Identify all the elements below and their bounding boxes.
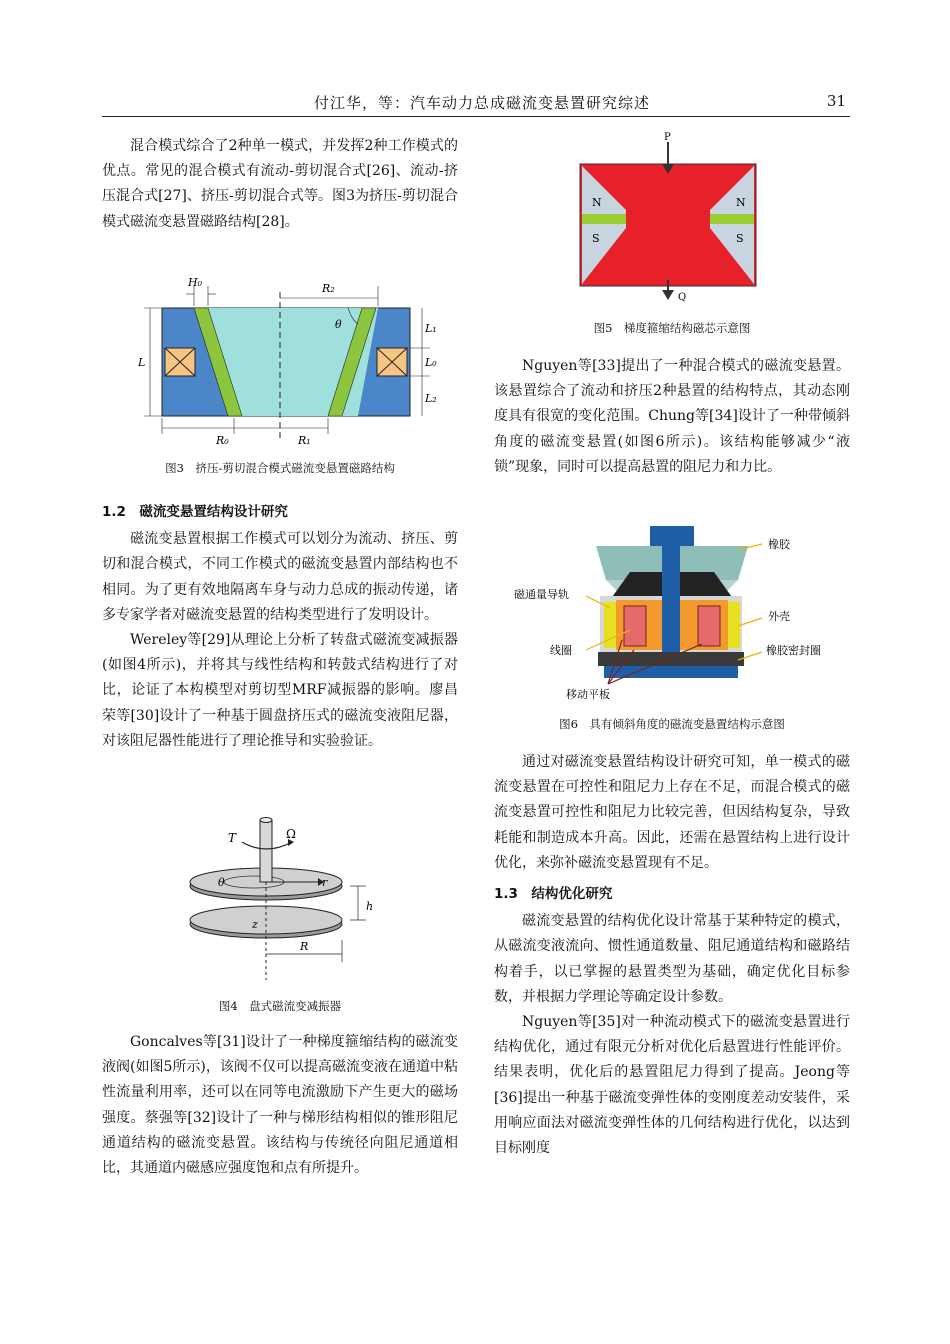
label-t: T: [228, 831, 237, 845]
paragraph: 磁流变悬置的结构优化设计常基于某种特定的模式，从磁流变液流向、惯性通道数量、阻尼通道结构和磁路结构着手，以已掌握的悬置类型为基础，确定优化目标参数，并根据力学理论等确定设计参数。: [494, 913, 850, 1005]
label-z: z: [252, 918, 258, 931]
left-column-top: [102, 134, 458, 235]
right-column-top: [494, 354, 850, 480]
running-title: 付江华，等：汽车动力总成磁流变悬置研究综述: [314, 94, 651, 112]
paragraph: 混合模式综合了2种单一模式，并发挥2种工作模式的优点。常见的混合模式有流动-剪切混合式[26]、流动-挤压混合式[27]、挤压-剪切混合式等。图3为挤压-剪切混合模式磁流变悬置磁路结构[28]。: [102, 138, 458, 230]
figure-6: [512, 522, 832, 708]
figure-4: [182, 812, 382, 982]
label-l1: L₁: [425, 322, 437, 335]
paragraph: Nguyen等[33]提出了一种混合模式的磁流变悬置。该悬置综合了流动和挤压2种悬置的结构特点，其动态刚度具有很宽的变化范围。Chung等[34]设计了一种带倾斜角度的磁流变悬置(如图6所示)。该结构能够减少“液锁”现象，同时可以提高悬置的阻尼力和力比。: [494, 358, 850, 475]
label-theta: θ: [218, 876, 225, 889]
label-rubber: 橡胶: [768, 538, 790, 551]
label-shell: 外壳: [768, 610, 790, 623]
label-h: h: [366, 900, 374, 913]
page-number: 31: [826, 92, 846, 110]
label-q: Q: [678, 292, 687, 303]
label-r0: R₀: [216, 434, 229, 447]
label-l0: L₀: [425, 356, 437, 369]
label-theta: θ: [335, 318, 342, 331]
label-coil: 线圈: [550, 644, 572, 657]
figure-5-caption: 图5 梯度箍缩结构磁芯示意图: [593, 321, 751, 335]
figure-3-caption: 图3 挤压-剪切混合模式磁流变悬置磁路结构: [165, 461, 395, 475]
section-heading: 1.3 结构优化研究: [494, 886, 613, 903]
label-flux-guide: 磁通量导轨: [514, 588, 569, 601]
paragraph: Goncalves等[31]设计了一种梯度箍缩结构的磁流变液阀(如图5所示)，该阀不仅可以提高磁流变液在通道中粘性流量利用率，还可以在同等电流激励下产生更大的磁场强度。蔡强等[32]设计了一种与梯形结构相似的锥形阻尼通道结构的磁流变悬置。该结构与传统径向阻尼通道相比，其通道内磁感应强度饱和点有所提升。: [102, 1034, 458, 1177]
label-r1: R₁: [298, 434, 311, 447]
label-h0: H₀: [188, 276, 203, 289]
label-r2: R₂: [322, 282, 335, 295]
label-omega: Ω: [286, 827, 296, 841]
left-column-bottom: [102, 1030, 458, 1181]
right-column-bottom: [494, 750, 850, 1161]
figure-5: [578, 130, 758, 306]
label-rubber-seal: 橡胶密封圈: [766, 644, 821, 657]
label-l2: L₂: [425, 392, 437, 405]
figure-4-caption: 图4 盘式磁流变减振器: [218, 999, 342, 1013]
label-n-right: N: [736, 196, 746, 209]
label-n-left: N: [592, 196, 602, 209]
label-l: L: [138, 356, 146, 369]
label-s-left: S: [592, 232, 600, 245]
paragraph: 通过对磁流变悬置结构设计研究可知，单一模式的磁流变悬置在可控性和阻尼力上存在不足，而混合模式的磁流变悬置可控性和阻尼力比较完善，但因结构复杂，导致耗能和制造成本升高。因此，还需在悬置结构上进行设计优化，来弥补磁流变悬置现有不足。: [494, 754, 850, 871]
label-moving-plate: 移动平板: [566, 688, 610, 701]
paragraph: Nguyen等[35]对一种流动模式下的磁流变悬置进行结构优化，通过有限元分析对优化后悬置进行性能评价。结果表明，优化后的悬置阻尼力得到了提高。Jeong等[36]提出一种基于磁流变弹性体的变刚度差动安装件，采用响应面法对磁流变弹性体的几何结构进行优化，以达到目标刚度: [494, 1014, 850, 1157]
paragraph: 磁流变悬置根据工作模式可以划分为流动、挤压、剪切和混合模式，不同工作模式的磁流变悬置内部结构也不相同。为了更有效地隔离车身与动力总成的振动传递，诸多专家学者对磁流变悬置的结构类型进行了发明设计。: [102, 531, 458, 623]
running-header: [102, 90, 850, 117]
label-r: r: [322, 876, 328, 889]
label-s-right: S: [736, 232, 744, 245]
figure-3: [130, 272, 450, 450]
label-p: P: [664, 132, 671, 143]
label-big-r: R: [300, 940, 309, 953]
paragraph: Wereley等[29]从理论上分析了转盘式磁流变减振器(如图4所示)，并将其与线性结构和转鼓式结构进行了对比，论证了本构模型对剪切型MRF减振器的影响。廖昌荣等[30]设计了一种基于圆盘挤压式的磁流变液阻尼器，对该阻尼器性能进行了理论推导和实验验证。: [102, 632, 458, 749]
section-heading: 1.2 磁流变悬置结构设计研究: [102, 504, 288, 520]
left-column-mid: [102, 494, 458, 754]
figure-6-caption: 图6 具有倾斜角度的磁流变悬置结构示意图: [559, 717, 785, 731]
